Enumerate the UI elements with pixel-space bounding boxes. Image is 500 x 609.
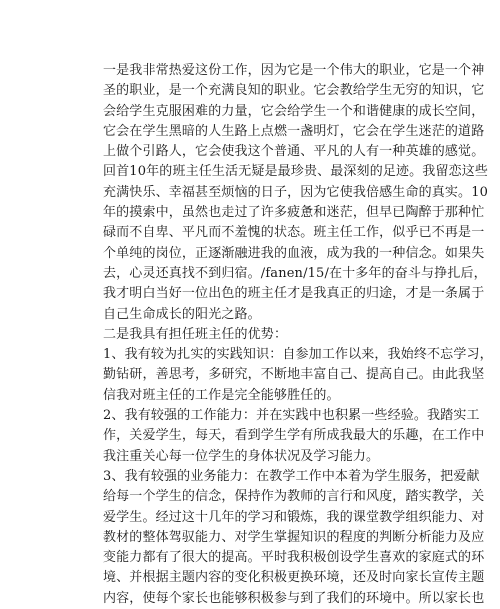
paragraph-line: 一是我非常热爱这份工作，因为它是一个伟大的职业，它是一个神 xyxy=(103,63,485,78)
list-item-line: 1、我有较为扎实的实践知识：自参加工作以来，我始终不忘学习， xyxy=(103,347,493,363)
paragraph-line: 充满快乐、幸福甚至烦恼的日子，因为它使我倍感生命的真实。10 xyxy=(103,184,489,200)
paragraph-line: 勤钻研，善思考，多研究，不断地丰富自己、提高自己。由此我坚 xyxy=(103,367,485,383)
section-heading-line: 二是我具有担任班主任的优势： xyxy=(103,326,288,342)
paragraph-line: 圣的职业，是一个充满良知的职业。它会教给学生无穷的知识，它 xyxy=(103,83,485,99)
paragraph-line: 变能力都有了很大的提高。平时我积极创设学生喜欢的家庭式的环 xyxy=(103,550,485,566)
paragraph-line: 去，心灵还真找不到归宿。/fanen/15/在十多年的奋斗与挣扎后， xyxy=(103,265,487,281)
paragraph-line: 个单纯的岗位，正逐渐融进我的血液，成为我的一种信念。如果失 xyxy=(103,245,485,261)
list-item-line: 3、我有较强的业务能力：在教学工作中本着为学生服务，把爱献 xyxy=(103,468,480,484)
paragraph-line: 教材的整体驾驭能力、对学生掌握知识的程度的判断分析能力及应 xyxy=(103,529,485,545)
paragraph-line: 碌而不自卑、平凡而不羞愧的状态。班主任工作，似乎已不再是一 xyxy=(103,225,485,241)
paragraph-line: 它会在学生黑暗的人生路上点燃一盏明灯，它会在学生迷茫的道路 xyxy=(103,123,485,139)
paragraph-line: 作，关爱学生，每天，看到学生学有所成我最大的乐趣，在工作中 xyxy=(103,428,485,444)
paragraph-line: 内容，使每个家长也能够积极参与到了我们的环境中。所以家长也 xyxy=(103,590,485,606)
paragraph-line: 上做个引路人，它会使我这个普通、平凡的人有一种英雄的感觉。 xyxy=(103,144,485,160)
paragraph-line: 我才明白当好一位出色的班主任才是我真正的归途，才是一条属于 xyxy=(103,286,485,302)
paragraph-line: 信我对班主任的工作是完全能够胜任的。 xyxy=(103,387,340,403)
paragraph-line: 自己生命成长的阳光之路。 xyxy=(103,306,261,322)
paragraph-line: 爱学生。经过这十几年的学习和锻炼，我的课堂教学组织能力、对 xyxy=(103,509,485,525)
paragraph-line: 我注重关心每一位学生的身体状况及学习能力。 xyxy=(103,448,380,464)
paragraph-line: 给每一个学生的信念，保持作为教师的言行和风度，踏实教学，关 xyxy=(103,489,485,505)
paragraph-line: 会给学生克服困难的力量，它会给学生一个和谐健康的成长空间， xyxy=(103,103,485,119)
paragraph-line: 年的摸索中，虽然也走过了许多疲惫和迷茫，但早已陶醉于那种忙 xyxy=(103,205,485,221)
paragraph-line: 回首10年的班主任生活无疑是最珍贵、最深刻的足迹。我留恋这些 xyxy=(103,164,489,180)
list-item-line: 2、我有较强的工作能力：并在实践中也积累一些经验。我踏实工 xyxy=(103,408,480,424)
paragraph-line: 境、并根据主题内容的变化积极更换环境，还及时向家长宣传主题 xyxy=(103,570,485,586)
document-body xyxy=(103,61,493,609)
